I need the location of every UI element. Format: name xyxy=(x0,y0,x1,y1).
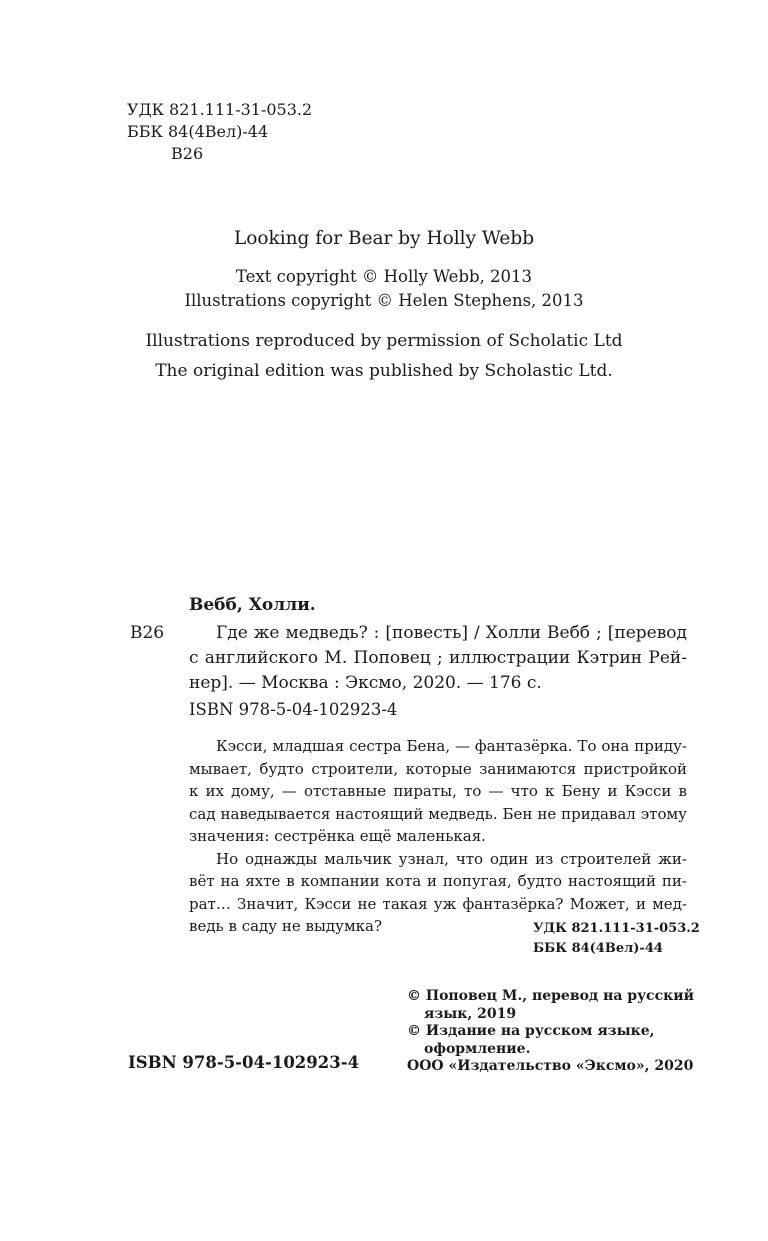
udk-header xyxy=(127,99,312,165)
translation-copyright: © Поповец М., перевод на русский язык, 2019 xyxy=(407,988,694,1022)
annotation xyxy=(189,735,687,938)
copyright-lines xyxy=(0,265,768,313)
illustrations-copyright: Illustrations copyright © Helen Stephens, 2013 xyxy=(184,291,584,310)
udk-code: УДК 821.111-31-053.2 xyxy=(127,100,313,119)
annotation-paragraph: Кэсси, младшая сестра Бена, — фантазёрка. То она приду-мывает, будто строители, которые занимаются пристройкой к их дому, — отставные пираты, то — что к Бену и Кэсси в сад наведывается настоящий медведь. Бен не придавал этому значения: сестрёнка ещё маленькая. xyxy=(189,737,687,845)
illustrations-permission: Illustrations reproduced by permission of Scholatic Ltd xyxy=(145,331,623,351)
catalog-author: Вебб, Холли. xyxy=(189,595,316,615)
catalog-isbn: ISBN 978-5-04-102923-4 xyxy=(189,700,398,719)
bbk-code: ББК 84(4Вел)-44 xyxy=(127,122,269,141)
catalog-description: Где же медведь? : [повесть] / Холли Вебб ; [перевод с английского М. Поповец ; иллюстрации Кэтрин Рей-нер]. — Москва : Эксмо, 2020. — 176 с. xyxy=(189,623,687,693)
annotation-paragraph: Но однажды мальчик узнал, что один из строителей жи-вёт на яхте в компании кота и попугая, будто настоящий пи-рат… Значит, Кэсси не такая уж фантазёрка? Может, и мед-ведь в саду не выдумка? xyxy=(189,849,687,935)
udk-code-footer: УДК 821.111-31-053.2 xyxy=(533,921,700,936)
edition-copyright: © Издание на русском языке, оформление. xyxy=(407,1023,655,1057)
original-edition: The original edition was published by Scholastic Ltd. xyxy=(155,361,613,381)
publisher-copyright: ООО «Издательство «Эксмо», 2020 xyxy=(407,1058,694,1074)
author-mark: В26 xyxy=(171,144,204,163)
permission-lines xyxy=(0,326,768,386)
bbk-code-footer: ББК 84(4Вел)-44 xyxy=(533,941,663,956)
isbn-bottom: ISBN 978-5-04-102923-4 xyxy=(128,1053,360,1072)
copyright-block xyxy=(407,988,697,1076)
udk-footer xyxy=(533,919,700,959)
catalog-code: В26 xyxy=(130,623,165,643)
text-copyright: Text copyright © Holly Webb, 2013 xyxy=(235,267,533,286)
original-title: Looking for Bear by Holly Webb xyxy=(233,228,535,249)
